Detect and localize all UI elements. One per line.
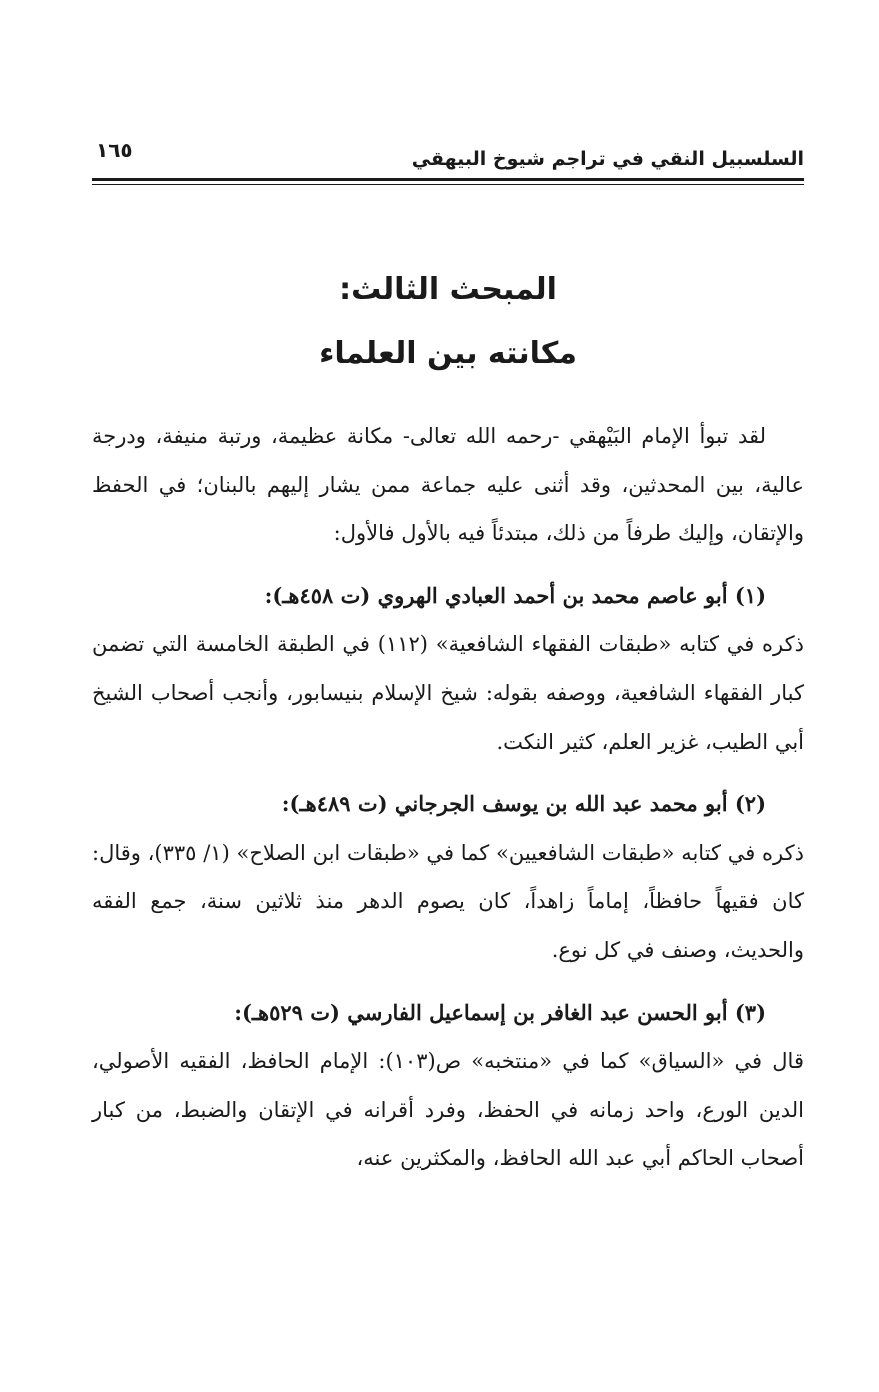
chapter-title-line2: مكانته بين العلماء bbox=[319, 336, 577, 371]
entry-text-2: ذكره في كتابه «طبقات الشافعيين» كما في «طبقات ابن الصلاح» (١/ ٣٣٥)، وقال: كان فقيهاً حافظاً، إماماً زاهداً، كان يصوم الدهر منذ ثلاثين سنة، جمع الفقه والحديث، وصنف في كل نوع. bbox=[92, 840, 804, 962]
entry-heading-2: (٢) أبو محمد عبد الله بن يوسف الجرجاني (ت ٤٨٩هـ): bbox=[281, 791, 766, 817]
chapter-title-line1: المبحث الثالث: bbox=[339, 272, 557, 307]
chapter-heading bbox=[92, 258, 804, 386]
entry-text-1: ذكره في كتابه «طبقات الفقهاء الشافعية» (١١٢) في الطبقة الخامسة التي تضمن كبار الفقهاء الشافعية، ووصفه بقوله: شيخ الإسلام بنيسابور، وأنجب أصحاب الشيخ أبي الطيب، غزير العلم، كثير النكت. bbox=[92, 632, 804, 754]
entry-heading-3: (٣) أبو الحسن عبد الغافر بن إسماعيل الفارسي (ت ٥٢٩هـ): bbox=[234, 999, 766, 1025]
entry-text-3: قال في «السياق» كما في «منتخبه» ص(١٠٣): الإمام الحافظ، الفقيه الأصولي، الدين الورع، واحد زمانه في الحفظ، وفرد أقرانه في الإتقان والضبط، من كبار أصحاب الحاكم أبي عبد الله الحافظ، والمكثرين عنه، bbox=[92, 1049, 804, 1171]
book-title: السلسبيل النقي في تراجم شيوخ البيهقي bbox=[411, 148, 804, 170]
body-text bbox=[92, 412, 804, 1183]
header-rule-thick bbox=[92, 178, 804, 181]
running-header bbox=[92, 138, 804, 178]
entry-heading-1: (١) أبو عاصم محمد بن أحمد العبادي الهروي (ت ٤٥٨هـ): bbox=[264, 582, 766, 608]
page-number: ١٦٥ bbox=[96, 138, 133, 162]
header-rule-thin bbox=[92, 184, 804, 185]
intro-paragraph: لقد تبوأ الإمام البَيْهقي -رحمه الله تعالى- مكانة عظيمة، ورتبة منيفة، ودرجة عالية، بين المحدثين، وقد أثنى عليه جماعة ممن يشار إليهم بالبنان؛ في الحفظ والإتقان، وإليك طرفاً من ذلك، مبتدئاً فيه بالأول فالأول: bbox=[92, 424, 804, 546]
